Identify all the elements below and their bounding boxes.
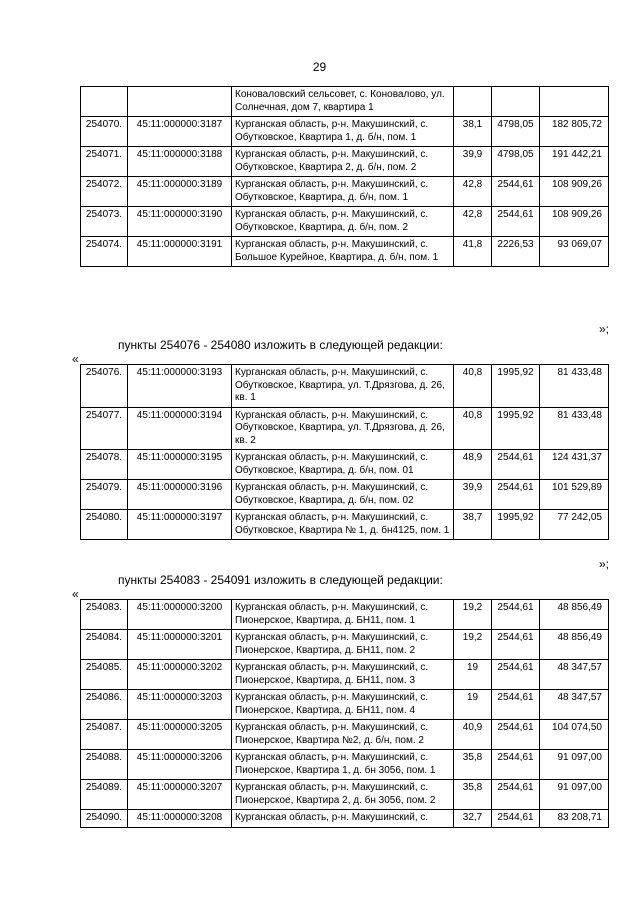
- address-cell: Курганская область, р-н. Макушинский, с. Большое Курейное, Квартира, д. б/н, пом. 1: [232, 237, 454, 267]
- area-cell: [454, 87, 492, 117]
- address-cell: Курганская область, р-н. Макушинский, с. Обутковское, Квартира, д. б/н, пом. 02: [232, 480, 454, 510]
- table-row: [81, 510, 609, 540]
- address-cell: Курганская область, р-н. Макушинский, с. Пионерское, Квартира №2, д. б/н, пом. 2: [232, 720, 454, 750]
- total-value-cell: 81 433,48: [540, 365, 609, 408]
- cadastral-number-cell: 45:11:000000:3202: [128, 660, 232, 690]
- table-row: [81, 810, 609, 828]
- row-number-cell: 254070.: [81, 117, 128, 147]
- table-row: [81, 720, 609, 750]
- area-cell: 38,1: [454, 117, 492, 147]
- row-number-cell: 254084.: [81, 630, 128, 660]
- table-row: [81, 750, 609, 780]
- address-cell: Курганская область, р-н. Макушинский, с.: [232, 810, 454, 828]
- area-cell: 19: [454, 660, 492, 690]
- price-cell: 1995,92: [492, 407, 540, 450]
- area-cell: 40,9: [454, 720, 492, 750]
- table-row: [81, 177, 609, 207]
- table-row: [81, 237, 609, 267]
- table-row: [81, 600, 609, 630]
- price-cell: 2544,61: [492, 660, 540, 690]
- table-row: [81, 630, 609, 660]
- area-cell: 41,8: [454, 237, 492, 267]
- table-row: [81, 365, 609, 408]
- table-row: [81, 450, 609, 480]
- total-value-cell: 81 433,48: [540, 407, 609, 450]
- address-cell: Курганская область, р-н. Макушинский, с. Пионерское, Квартира, д. БН11, пом. 2: [232, 630, 454, 660]
- closing-quote-1: »;: [598, 322, 609, 336]
- cadastral-number-cell: 45:11:000000:3193: [128, 365, 232, 408]
- cadastral-number-cell: 45:11:000000:3200: [128, 600, 232, 630]
- price-cell: 2544,61: [492, 720, 540, 750]
- row-number-cell: 254085.: [81, 660, 128, 690]
- price-cell: [492, 87, 540, 117]
- amendment-paragraph-2: пункты 254083 - 254091 изложить в следующей редакции:: [118, 573, 443, 587]
- row-number-cell: 254072.: [81, 177, 128, 207]
- address-cell: Курганская область, р-н. Макушинский, с. Пионерское, Квартира, д. БН11, пом. 1: [232, 600, 454, 630]
- row-number-cell: 254088.: [81, 750, 128, 780]
- address-cell: Курганская область, р-н. Макушинский, с. Обутковское, Квартира 2, д. б/н, пом. 2: [232, 147, 454, 177]
- property-table-3: [80, 599, 609, 828]
- total-value-cell: 108 909,26: [540, 177, 609, 207]
- price-cell: 2544,61: [492, 177, 540, 207]
- price-cell: 2544,61: [492, 480, 540, 510]
- price-cell: 4798,05: [492, 147, 540, 177]
- cadastral-number-cell: 45:11:000000:3190: [128, 207, 232, 237]
- amendment-paragraph-1: пункты 254076 - 254080 изложить в следующей редакции:: [118, 338, 443, 352]
- row-number-cell: 254087.: [81, 720, 128, 750]
- price-cell: 2544,61: [492, 810, 540, 828]
- page-number: 29: [312, 60, 327, 74]
- price-cell: 2544,61: [492, 750, 540, 780]
- cadastral-number-cell: 45:11:000000:3189: [128, 177, 232, 207]
- address-cell: Курганская область, р-н. Макушинский, с. Обутковское, Квартира 1, д. б/н, пом. 1: [232, 117, 454, 147]
- cadastral-number-cell: 45:11:000000:3196: [128, 480, 232, 510]
- property-table-2: [80, 364, 609, 540]
- cadastral-number-cell: 45:11:000000:3188: [128, 147, 232, 177]
- price-cell: 2544,61: [492, 780, 540, 810]
- area-cell: 48,9: [454, 450, 492, 480]
- row-number-cell: 254086.: [81, 690, 128, 720]
- area-cell: 35,8: [454, 750, 492, 780]
- cadastral-number-cell: 45:11:000000:3194: [128, 407, 232, 450]
- row-number-cell: 254076.: [81, 365, 128, 408]
- closing-quote-2: »;: [598, 557, 609, 571]
- area-cell: 19,2: [454, 600, 492, 630]
- row-number-cell: 254080.: [81, 510, 128, 540]
- address-cell: Курганская область, р-н. Макушинский, с. Обутковское, Квартира, ул. Т.Дрязгова, д. 26, кв. 1: [232, 365, 454, 408]
- address-cell: Курганская область, р-н. Макушинский, с. Обутковское, Квартира, д. б/н, пом. 2: [232, 207, 454, 237]
- area-cell: 19: [454, 690, 492, 720]
- area-cell: 42,8: [454, 207, 492, 237]
- total-value-cell: 77 242,05: [540, 510, 609, 540]
- row-number-cell: 254090.: [81, 810, 128, 828]
- price-cell: 2544,61: [492, 630, 540, 660]
- cadastral-number-cell: 45:11:000000:3195: [128, 450, 232, 480]
- price-cell: 2544,61: [492, 207, 540, 237]
- area-cell: 40,8: [454, 407, 492, 450]
- area-cell: 42,8: [454, 177, 492, 207]
- row-number-cell: 254083.: [81, 600, 128, 630]
- address-cell: Курганская область, р-н. Макушинский, с. Пионерское, Квартира, д. БН11, пом. 4: [232, 690, 454, 720]
- total-value-cell: 124 431,37: [540, 450, 609, 480]
- area-cell: 39,9: [454, 480, 492, 510]
- total-value-cell: 48 856,49: [540, 630, 609, 660]
- cadastral-number-cell: 45:11:000000:3205: [128, 720, 232, 750]
- total-value-cell: 108 909,26: [540, 207, 609, 237]
- area-cell: 40,8: [454, 365, 492, 408]
- total-value-cell: 48 347,57: [540, 660, 609, 690]
- row-number-cell: 254078.: [81, 450, 128, 480]
- cadastral-number-cell: 45:11:000000:3208: [128, 810, 232, 828]
- area-cell: 32,7: [454, 810, 492, 828]
- area-cell: 39,9: [454, 147, 492, 177]
- total-value-cell: 91 097,00: [540, 780, 609, 810]
- address-cell: Курганская область, р-н. Макушинский, с. Обутковское, Квартира, ул. Т.Дрязгова, д. 26, кв. 2: [232, 407, 454, 450]
- total-value-cell: 191 442,21: [540, 147, 609, 177]
- table-row: [81, 690, 609, 720]
- price-cell: 2544,61: [492, 600, 540, 630]
- row-number-cell: 254071.: [81, 147, 128, 177]
- table-row: [81, 87, 609, 117]
- row-number-cell: 254089.: [81, 780, 128, 810]
- area-cell: 19,2: [454, 630, 492, 660]
- table-row: [81, 147, 609, 177]
- table-row: [81, 407, 609, 450]
- total-value-cell: 91 097,00: [540, 750, 609, 780]
- table-row: [81, 660, 609, 690]
- address-cell: Курганская область, р-н. Макушинский, с. Обутковское, Квартира, д. б/н, пом. 01: [232, 450, 454, 480]
- table-row: [81, 117, 609, 147]
- total-value-cell: 182 805,72: [540, 117, 609, 147]
- opening-quote-2: «: [72, 587, 79, 601]
- cadastral-number-cell: 45:11:000000:3203: [128, 690, 232, 720]
- price-cell: 2226,53: [492, 237, 540, 267]
- address-cell: Курганская область, р-н. Макушинский, с. Пионерское, Квартира, д. БН11, пом. 3: [232, 660, 454, 690]
- property-table-1: [80, 86, 609, 267]
- address-cell: Коноваловский сельсовет, с. Коновалово, ул. Солнечная, дом 7, квартира 1: [232, 87, 454, 117]
- opening-quote-1: «: [72, 352, 79, 366]
- total-value-cell: 83 208,71: [540, 810, 609, 828]
- address-cell: Курганская область, р-н. Макушинский, с. Пионерское, Квартира 2, д. бн 3056, пом. 2: [232, 780, 454, 810]
- address-cell: Курганская область, р-н. Макушинский, с. Обутковское, Квартира № 1, д. бн4125, пом. 1: [232, 510, 454, 540]
- cadastral-number-cell: 45:11:000000:3201: [128, 630, 232, 660]
- row-number-cell: 254077.: [81, 407, 128, 450]
- total-value-cell: [540, 87, 609, 117]
- price-cell: 1995,92: [492, 510, 540, 540]
- total-value-cell: 101 529,89: [540, 480, 609, 510]
- price-cell: 2544,61: [492, 450, 540, 480]
- cadastral-number-cell: 45:11:000000:3197: [128, 510, 232, 540]
- area-cell: 35,8: [454, 780, 492, 810]
- price-cell: 4798,05: [492, 117, 540, 147]
- table-row: [81, 780, 609, 810]
- table-row: [81, 207, 609, 237]
- cadastral-number-cell: 45:11:000000:3187: [128, 117, 232, 147]
- total-value-cell: 48 347,57: [540, 690, 609, 720]
- area-cell: 38,7: [454, 510, 492, 540]
- price-cell: 1995,92: [492, 365, 540, 408]
- price-cell: 2544,61: [492, 690, 540, 720]
- address-cell: Курганская область, р-н. Макушинский, с. Обутковское, Квартира, д. б/н, пом. 1: [232, 177, 454, 207]
- address-cell: Курганская область, р-н. Макушинский, с. Пионерское, Квартира 1, д. бн 3056, пом. 1: [232, 750, 454, 780]
- row-number-cell: 254074.: [81, 237, 128, 267]
- total-value-cell: 48 856,49: [540, 600, 609, 630]
- row-number-cell: [81, 87, 128, 117]
- total-value-cell: 104 074,50: [540, 720, 609, 750]
- row-number-cell: 254073.: [81, 207, 128, 237]
- cadastral-number-cell: [128, 87, 232, 117]
- cadastral-number-cell: 45:11:000000:3191: [128, 237, 232, 267]
- row-number-cell: 254079.: [81, 480, 128, 510]
- cadastral-number-cell: 45:11:000000:3207: [128, 780, 232, 810]
- table-row: [81, 480, 609, 510]
- cadastral-number-cell: 45:11:000000:3206: [128, 750, 232, 780]
- total-value-cell: 93 069,07: [540, 237, 609, 267]
